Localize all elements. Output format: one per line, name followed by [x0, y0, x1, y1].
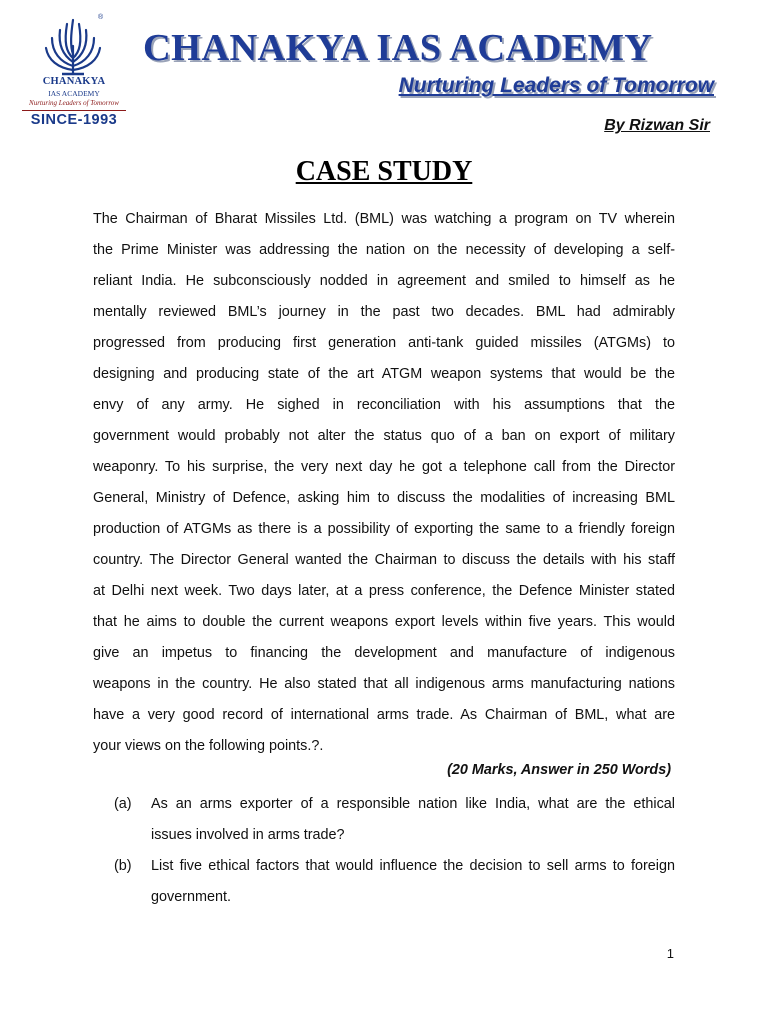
paragraph-line: production of ATGMs as there is a possibility of exporting the same to a friendly foreign [93, 521, 675, 537]
page-number: 1 [666, 946, 674, 961]
tree-emblem-icon [42, 16, 104, 78]
question-line: government. [151, 889, 231, 905]
document-title: CASE STUDY [295, 156, 473, 187]
paragraph-line: at Delhi next week. Two days later, at a press conference, the Defence Minister stated [93, 583, 675, 599]
paragraph-line: progressed from producing first generation anti-tank guided missiles (ATGMs) to [93, 335, 675, 351]
case-study-paragraph [93, 204, 675, 762]
logo-tagline: Nurturing Leaders of Tomorrow [29, 99, 119, 107]
paragraph-line: your views on the following points.?. [93, 738, 324, 754]
question-line: List five ethical factors that would influence the decision to sell arms to foreign [151, 858, 675, 874]
question-line: issues involved in arms trade? [151, 827, 345, 843]
marks-note: (20 Marks, Answer in 250 Words) [447, 762, 671, 778]
paragraph-line: have a very good record of international arms trade. As Chairman of BML, what are [93, 707, 675, 723]
logo-subname: IAS ACADEMY [48, 89, 100, 98]
paragraph-line: designing and producing state of the art ATGM weapon systems that would be the [93, 366, 675, 382]
paragraph-line: government would probably not alter the status quo of a ban on export of military [93, 428, 675, 444]
question-text [151, 789, 675, 851]
academy-title: CHANAKYA IAS ACADEMY [143, 27, 653, 69]
author-byline: By Rizwan Sir [604, 117, 710, 134]
paragraph-line: that he aims to double the current weapons export levels within five years. This would [93, 614, 675, 630]
paragraph-line: The Chairman of Bharat Missiles Ltd. (BML) was watching a program on TV wherein [93, 211, 675, 227]
paragraph-line: give an impetus to financing the development and manufacture of indigenous [93, 645, 675, 661]
question-label: (a) [114, 796, 132, 812]
paragraph-line: mentally reviewed BML’s journey in the past two decades. BML had admirably [93, 304, 675, 320]
paragraph-line: weapons in the country. He also stated that all indigenous arms manufacturing nations [93, 676, 675, 692]
logo-divider [22, 110, 126, 111]
academy-logo [20, 14, 132, 134]
academy-tagline: Nurturing Leaders of Tomorrow [398, 74, 714, 97]
paragraph-line: envy of any army. He sighed in reconciliation with his assumptions that the [93, 397, 675, 413]
paragraph-line: the Prime Minister was addressing the nation on the necessity of developing a self- [93, 242, 675, 258]
logo-since: SINCE-1993 [30, 112, 118, 128]
paragraph-line: weaponry. To his surprise, the very next day he got a telephone call from the Director [93, 459, 675, 475]
question-text [151, 851, 675, 913]
paragraph-line: reliant India. He subconsciously nodded in agreement and smiled to himself as he [93, 273, 675, 289]
question-line: As an arms exporter of a responsible nation like India, what are the ethical [151, 796, 675, 812]
logo-name: CHANAKYA [42, 76, 106, 87]
registered-mark: ® [98, 14, 104, 21]
paragraph-line: General, Ministry of Defence, asking him to discuss the modalities of increasing BML [93, 490, 675, 506]
paragraph-line: country. The Director General wanted the Chairman to discuss the details with his staff [93, 552, 675, 568]
question-label: (b) [114, 858, 132, 874]
